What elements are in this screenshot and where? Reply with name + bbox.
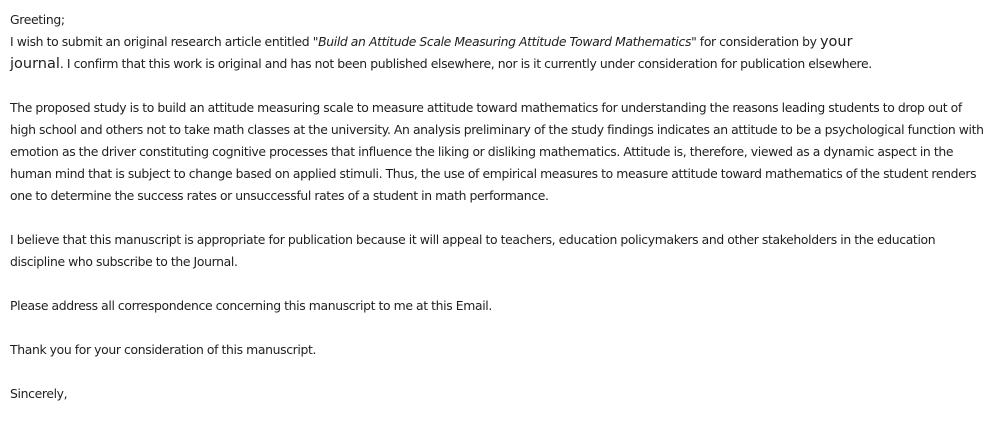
study-paragraph: The proposed study is to build an attitude measuring scale to measure attitude toward mathematics for understanding the reasons leading students to drop out of high school and others not to take math classes at the university. An analysis preliminary of the study findings indicates an attitude to be a psychological function with emotion as the driver constituting cognitive processes that influence the liking or disliking mathematics. Attitude is, therefore, viewed as a dynamic aspect in the human mind that is subject to change based on applied stimuli. Thus, the use of empirical measures to measure attitude toward mathematics of the student renders one to determine the success rates or unsuccessful rates of a student in math performance.: [10, 100, 984, 203]
intro-text-rest: . I confirm that this work is original and has not been published elsewhere, nor is it currently under consideration for publication elsewhere.: [59, 56, 872, 71]
thanks-paragraph: Thank you for your consideration of this manuscript.: [10, 342, 317, 357]
closing-line: Sincerely,: [10, 386, 68, 401]
appropriateness-paragraph: I believe that this manuscript is appropriate for publication because it will appeal to teachers, education policymakers and other stakeholders in the education discipline who subscribe to the Journal.: [10, 232, 936, 269]
intro-text-after-title: for consideration by: [696, 34, 820, 49]
intro-word-your: your: [819, 34, 853, 50]
intro-text-before-title: I wish to submit an original research article entitled: [10, 34, 313, 49]
article-title: "Build an Attitude Scale Measuring Attitude Toward Mathematics": [312, 34, 697, 49]
greeting-line: Greeting;: [10, 12, 65, 27]
intro-word-journal: journal: [10, 56, 60, 72]
correspondence-paragraph: Please address all correspondence concerning this manuscript to me at this Email.: [10, 298, 492, 313]
intro-paragraph: [10, 31, 990, 75]
cover-letter: [10, 9, 990, 427]
